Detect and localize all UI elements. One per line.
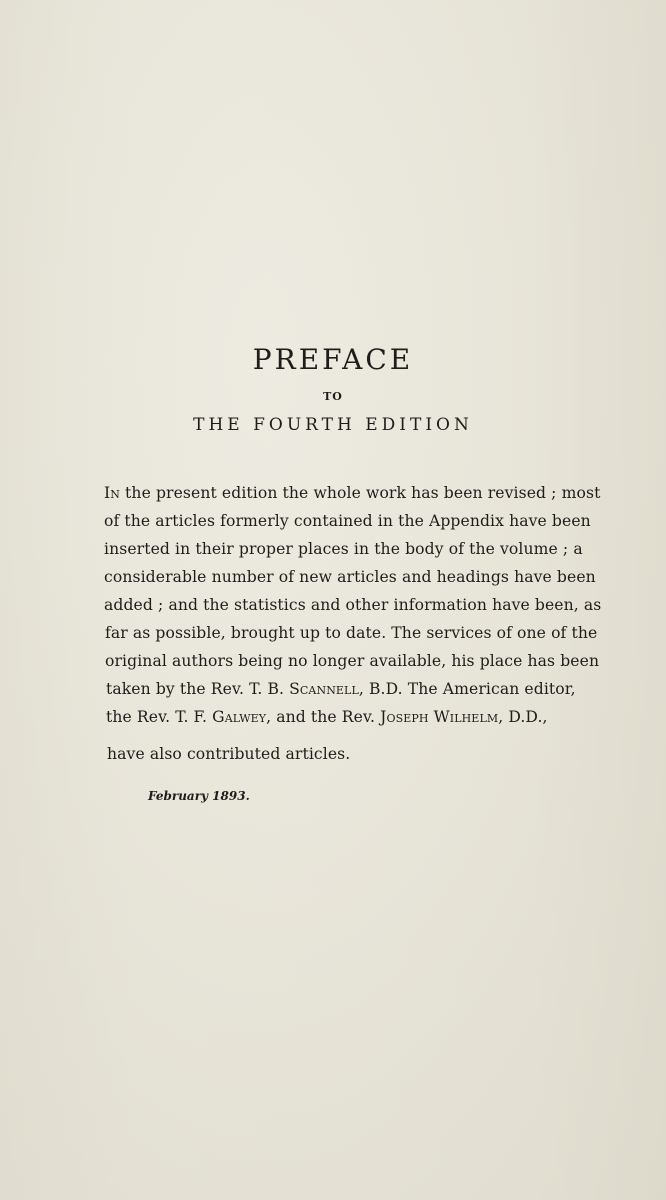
drop-word: In xyxy=(104,484,120,502)
preface-date: February 1893. xyxy=(148,789,250,803)
paragraph-line xyxy=(106,708,548,726)
page-subtitle: THE FOURTH EDITION xyxy=(193,415,473,435)
paragraph-line: inserted in their proper places in the body of the volume ; a xyxy=(104,540,583,558)
paragraph-line: far as possible, brought up to date. The services of one of the xyxy=(105,624,598,642)
line-text: , and the Rev. xyxy=(266,708,381,726)
name-smallcaps: Joseph Wilhelm xyxy=(380,708,499,726)
name-smallcaps: Scannell xyxy=(289,680,359,698)
heading-to: TO xyxy=(323,390,343,403)
line-text: the Rev. T. F. xyxy=(106,708,213,726)
line-text: , B.D. The American editor, xyxy=(358,680,576,698)
page-title: PREFACE xyxy=(252,343,414,376)
paragraph-line: considerable number of new articles and headings have been xyxy=(104,568,596,586)
paragraph-line xyxy=(104,484,600,502)
paragraph-line xyxy=(106,680,576,698)
line-text: , D.D., xyxy=(498,708,548,726)
line-text: the present edition the whole work has been revised ; most xyxy=(120,484,601,502)
paragraph-line: added ; and the statistics and other information have been, as xyxy=(104,596,602,614)
paragraph-line: have also contributed articles. xyxy=(107,745,351,763)
paragraph-line: of the articles formerly contained in the Appendix have been xyxy=(104,512,591,530)
paragraph-line: original authors being no longer available, his place has been xyxy=(105,652,600,670)
line-text: taken by the Rev. T. B. xyxy=(106,680,290,698)
name-smallcaps: Galwey xyxy=(212,708,267,726)
